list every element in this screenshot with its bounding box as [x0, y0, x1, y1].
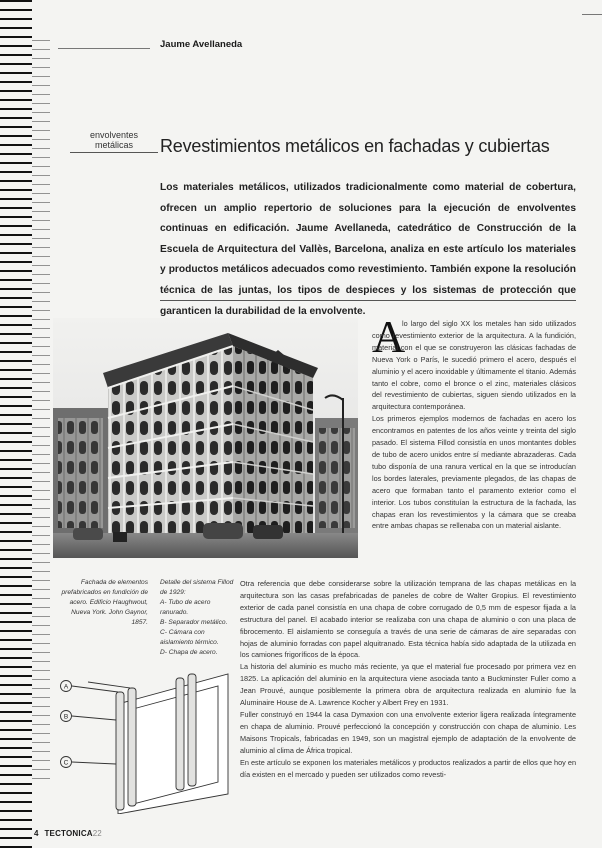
page-edge-stripes: [0, 0, 32, 848]
body-paragraph-2: La historia del aluminio es mucho más reciente, ya que el material fue procesado por primera vez en 1825. La aplicación del aluminio en la arquitectura viene asociada tanto a Buckminster Fuller como a Jean Prouvé, aunque posiblemente la primera obra de arquitectura realizada en aluminio fue la Aluminaire House de A. Lawrence Kocher y Albert Frey en 1931.: [240, 662, 576, 708]
magazine-name: TECTONICA: [44, 829, 93, 838]
top-right-rule: [582, 14, 602, 15]
diagram-caption-item: A- Tubo de acero ranurado.: [160, 599, 211, 616]
author-rule: [58, 48, 150, 49]
author-name: Jaume Avellaneda: [160, 39, 243, 50]
diagram-caption-title: Detalle del sistema Fillod de 1929:: [160, 579, 234, 596]
section-label: [70, 130, 158, 153]
body-paragraph-3: Fuller construyó en 1944 la casa Dymaxion con una envolvente exterior ligera realizada íntegramente en chapa de aluminio. Prouvé perfeccionó la concepción y construcción con chapa de aluminio. Les Maisons Tropicals, fabricadas en 1949, son un magistral ejemplo de adaptación de la envolvente de aluminio al clima de África tropical.: [240, 709, 576, 755]
lead-rule: [160, 300, 576, 301]
diagram-label-b: B: [63, 713, 69, 721]
drop-cap: A: [372, 311, 406, 362]
section-label-line2: metálicas: [94, 140, 133, 150]
section-label-line1: envolventes: [89, 130, 139, 140]
right-column-text: [372, 318, 576, 532]
body-paragraph-1: Otra referencia que debe considerarse sobre la utilización temprana de las chapas metálicas en la arquitectura son las casas prefabricadas de paneles de cobre de Walter Gropius. El revestimiento exterior de cada panel consistía en una chapa de cobre corrugado de 0,5 mm de espesor fijada a la estructura del panel. El acabado interior se realizaba con una chapa de aluminio o con una placa de fibrocemento. El aislamiento se conseguía a través de una serie de cámaras de aire separadas con hojas de aluminio forradas con papel alquitranado. Esta técnica había sido adaptada de la utilizada en los camiones frigoríficos de la época.: [240, 579, 576, 660]
issue-number: 22: [92, 829, 102, 838]
article-lead: Los materiales metálicos, utilizados tradicionalmente como material de cobertura, ofrecen un amplio repertorio de soluciones para la ejecución de envolventes continuas en edificación. Jaume Avellaneda, catedrático de Construcción de la Escuela de Arquitectura del Vallès, Barcelona, analiza en este artículo los materiales y productos metálicos adecuados como revestimiento. También expone la resolución técnica de las juntas, los tipos de despieces y los sistemas de protección que garanticen la durabilidad de la envolvente.: [160, 182, 576, 317]
building-photo: [53, 318, 358, 558]
diagram-label-c: C: [63, 759, 69, 767]
diagram-caption-item: D- Chapa de acero.: [160, 649, 218, 656]
body-column-text: [240, 578, 576, 780]
right-column-paragraph-1: lo largo del siglo XX los metales han sido utilizados como revestimiento exterior de la arquitectura. A la fundición, material con el que se construyeron las clásicas fachadas de Nueva York o París, le sucedió primero el acero, después el aluminio y el acero inoxidable y últimamente el titanio. Además tanto el cobre, como el bronce o el zinc, materiales clásicos del revestimiento de cubiertas, siguen siendo utilizados en la arquitectura contemporánea.: [372, 319, 576, 412]
page-number: 4: [34, 829, 39, 838]
right-column-paragraph-2: Los primeros ejemplos modernos de fachadas en acero los encontramos en patentes de los años veinte y treinta del siglo pasado. El sistema Fillod consistía en unos montantes dobles de tubo de acero unidos entre sí mediante abrazaderas. Cada tubo disponía de una ranura vertical en la que se introducían los bordes laterales, previamente plegados, de las chapas de acero que formaban tanto el paramento exterior como el interior. Los tubos constituían la estructura de la fachada, las chapas eran los revestimientos y la cámara que se creaba entre ambas chapas se rellenaba con un material aislante.: [372, 414, 576, 531]
article-title: Revestimientos metálicos en fachadas y cubiertas: [160, 136, 550, 156]
diagram-caption: [160, 578, 236, 658]
diagram-label-a: A: [63, 683, 69, 691]
fillod-detail-diagram: [58, 664, 238, 814]
photo-caption: Fachada de elementos prefabricados en fundición de acero. Edificio Haughwout, Nueva York. John Gaynor, 1857.: [61, 579, 148, 626]
page-footer: [34, 829, 102, 838]
diagram-caption-item: B- Separador metálico.: [160, 619, 228, 626]
body-paragraph-4: En este artículo se exponen los materiales metálicos y productos realizados a partir de ellos que hoy en día existen en el mercado y pueden ser utilizados como revesti-: [240, 757, 576, 779]
diagram-caption-item: C- Cámara con aislamiento térmico.: [160, 629, 219, 646]
page-edge-shadow: [32, 40, 50, 780]
